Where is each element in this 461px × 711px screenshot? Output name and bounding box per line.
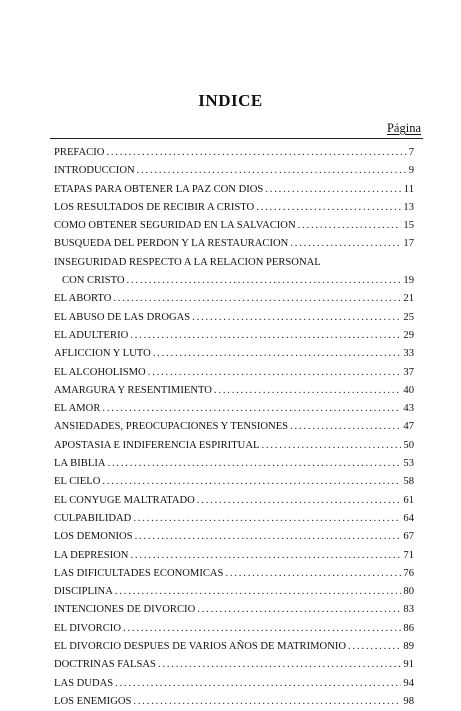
page-column-heading: Página: [386, 121, 421, 135]
toc-entry: [54, 547, 414, 565]
toc-entry-title: LOS DEMONIOS: [54, 531, 133, 543]
toc-entry-page: 9: [408, 165, 414, 177]
toc-entry: [54, 199, 414, 217]
toc-entry: [54, 675, 414, 693]
toc-entry-title: AMARGURA Y RESENTIMIENTO: [54, 384, 212, 396]
toc-entry-page: 53: [403, 458, 414, 470]
toc-entry-title: EL ALCOHOLISMO: [54, 366, 146, 378]
table-of-contents: [54, 144, 414, 711]
dot-leader: [102, 400, 401, 418]
toc-entry-page: 29: [403, 329, 414, 341]
dot-leader: [108, 455, 402, 473]
toc-entry-page: 13: [403, 201, 414, 213]
dot-leader: [158, 656, 401, 674]
toc-entry-title: ETAPAS PARA OBTENER LA PAZ CON DIOS: [54, 183, 264, 195]
dot-leader: [261, 437, 401, 455]
toc-entry-page: 80: [403, 586, 414, 598]
toc-entry: [54, 473, 414, 491]
toc-entry-page: 89: [403, 641, 414, 653]
dot-leader: [197, 601, 401, 619]
toc-entry-page: 37: [403, 366, 414, 378]
dot-leader: [298, 217, 402, 235]
toc-entry-page: 98: [403, 695, 414, 707]
toc-entry: [54, 181, 414, 199]
toc-entry: [54, 162, 414, 180]
toc-entry-title: LA DEPRESION: [54, 549, 129, 561]
toc-entry-page: 47: [403, 421, 414, 433]
toc-entry-title-line1: INSEGURIDAD RESPECTO A LA RELACION PERSONAL: [54, 256, 321, 268]
dot-leader: [115, 675, 401, 693]
toc-entry-title: EL DIVORCIO: [54, 622, 121, 634]
dot-leader: [153, 345, 402, 363]
toc-entry-title: EL ABUSO DE LAS DROGAS: [54, 311, 191, 323]
dot-leader: [127, 272, 402, 290]
dot-leader: [102, 473, 401, 491]
dot-leader: [197, 492, 402, 510]
toc-entry-page: 33: [403, 348, 414, 360]
toc-entry-page: 58: [403, 476, 414, 488]
toc-entry-page: 61: [403, 494, 414, 506]
toc-entry: [54, 656, 414, 674]
toc-entry-page: 11: [403, 183, 414, 195]
toc-entry: [54, 528, 414, 546]
toc-entry: [54, 693, 414, 711]
toc-entry-page: 67: [403, 531, 414, 543]
toc-entry-title-line2: CON CRISTO: [62, 275, 125, 287]
toc-entry-page: 43: [403, 403, 414, 415]
toc-entry: [54, 620, 414, 638]
dot-leader: [113, 290, 401, 308]
toc-entry-title: LA BIBLIA: [54, 458, 106, 470]
toc-entry-title: EL CONYUGE MALTRATADO: [54, 494, 195, 506]
dot-leader: [214, 382, 401, 400]
toc-entry-page: 25: [403, 311, 414, 323]
dot-leader: [192, 309, 401, 327]
dot-leader: [348, 638, 401, 656]
toc-entry-title: INTRODUCCION: [54, 165, 135, 177]
toc-entry-title: EL AMOR: [54, 403, 101, 415]
toc-entry-title: BUSQUEDA DEL PERDON Y LA RESTAURACION: [54, 238, 289, 250]
toc-entry-page: 7: [408, 147, 414, 158]
dot-leader: [123, 620, 401, 638]
toc-entry-title: DOCTRINAS FALSAS: [54, 659, 156, 671]
toc-entry: [54, 309, 414, 327]
dot-leader: [256, 199, 401, 217]
toc-entry: [54, 290, 414, 308]
toc-entry-title: AFLICCION Y LUTO: [54, 348, 151, 360]
dot-leader: [148, 364, 402, 382]
dot-leader: [133, 693, 401, 711]
toc-entry-title: EL CIELO: [54, 476, 101, 488]
dot-leader: [106, 144, 406, 162]
toc-entry-title: DISCIPLINA: [54, 586, 113, 598]
toc-entry-page: 17: [403, 238, 414, 250]
toc-entry-title: LAS DUDAS: [54, 677, 114, 689]
dot-leader: [130, 327, 401, 345]
toc-entry: [54, 217, 414, 235]
toc-entry: [54, 382, 414, 400]
toc-entry: [54, 583, 414, 601]
toc-entry-page: 50: [403, 439, 414, 451]
toc-entry-page: 86: [403, 622, 414, 634]
toc-entry-title: ANSIEDADES, PREOCUPACIONES Y TENSIONES: [54, 421, 289, 433]
toc-entry-title: COMO OBTENER SEGURIDAD EN LA SALVACION: [54, 220, 296, 232]
toc-entry-page: 19: [403, 275, 414, 287]
dot-leader: [225, 565, 401, 583]
toc-entry: [54, 437, 414, 455]
dot-leader: [137, 162, 407, 180]
toc-entry-page: 21: [403, 293, 414, 305]
toc-entry: [54, 235, 414, 253]
toc-entry-page: 64: [403, 512, 414, 524]
toc-entry: [54, 418, 414, 436]
page-title: INDICE: [198, 91, 263, 110]
dot-leader: [290, 418, 401, 436]
toc-entry: [54, 638, 414, 656]
toc-entry-page: 15: [403, 220, 414, 232]
toc-entry: [54, 601, 414, 619]
dot-leader: [265, 181, 401, 199]
toc-entry-title: CULPABILIDAD: [54, 512, 132, 524]
dot-leader: [290, 235, 401, 253]
toc-entry-page: 71: [403, 549, 414, 561]
toc-entry-title: EL DIVORCIO DESPUES DE VARIOS AÑOS DE MATRIMONIO: [54, 641, 347, 653]
toc-entry: [54, 254, 414, 291]
toc-entry-title: INTENCIONES DE DIVORCIO: [54, 604, 196, 616]
dot-leader: [135, 528, 402, 546]
toc-entry-title: EL ABORTO: [54, 293, 112, 305]
dot-leader: [133, 510, 401, 528]
toc-entry-page: 76: [403, 567, 414, 579]
toc-entry: [54, 510, 414, 528]
dot-leader: [130, 547, 401, 565]
toc-entry-page: 91: [403, 659, 414, 671]
toc-entry: [54, 345, 414, 363]
toc-entry-title: PREFACIO: [54, 147, 105, 158]
toc-entry-title: APOSTASIA E INDIFERENCIA ESPIRITUAL: [54, 439, 260, 451]
toc-entry: [54, 565, 414, 583]
toc-entry-title: LAS DIFICULTADES ECONOMICAS: [54, 567, 224, 579]
toc-entry-page: 83: [403, 604, 414, 616]
toc-entry-title: EL ADULTERIO: [54, 329, 129, 341]
toc-entry: [54, 400, 414, 418]
toc-entry: [54, 327, 414, 345]
toc-entry: [54, 455, 414, 473]
toc-entry: [54, 492, 414, 510]
toc-entry-title: LOS RESULTADOS DE RECIBIR A CRISTO: [54, 201, 255, 213]
toc-entry-page: 94: [403, 677, 414, 689]
dot-leader: [115, 583, 402, 601]
toc-entry: [54, 144, 414, 162]
toc-entry-title: LOS ENEMIGOS: [54, 695, 132, 707]
heading-rule: [50, 138, 423, 139]
toc-entry-page: 40: [403, 384, 414, 396]
toc-entry: [54, 364, 414, 382]
